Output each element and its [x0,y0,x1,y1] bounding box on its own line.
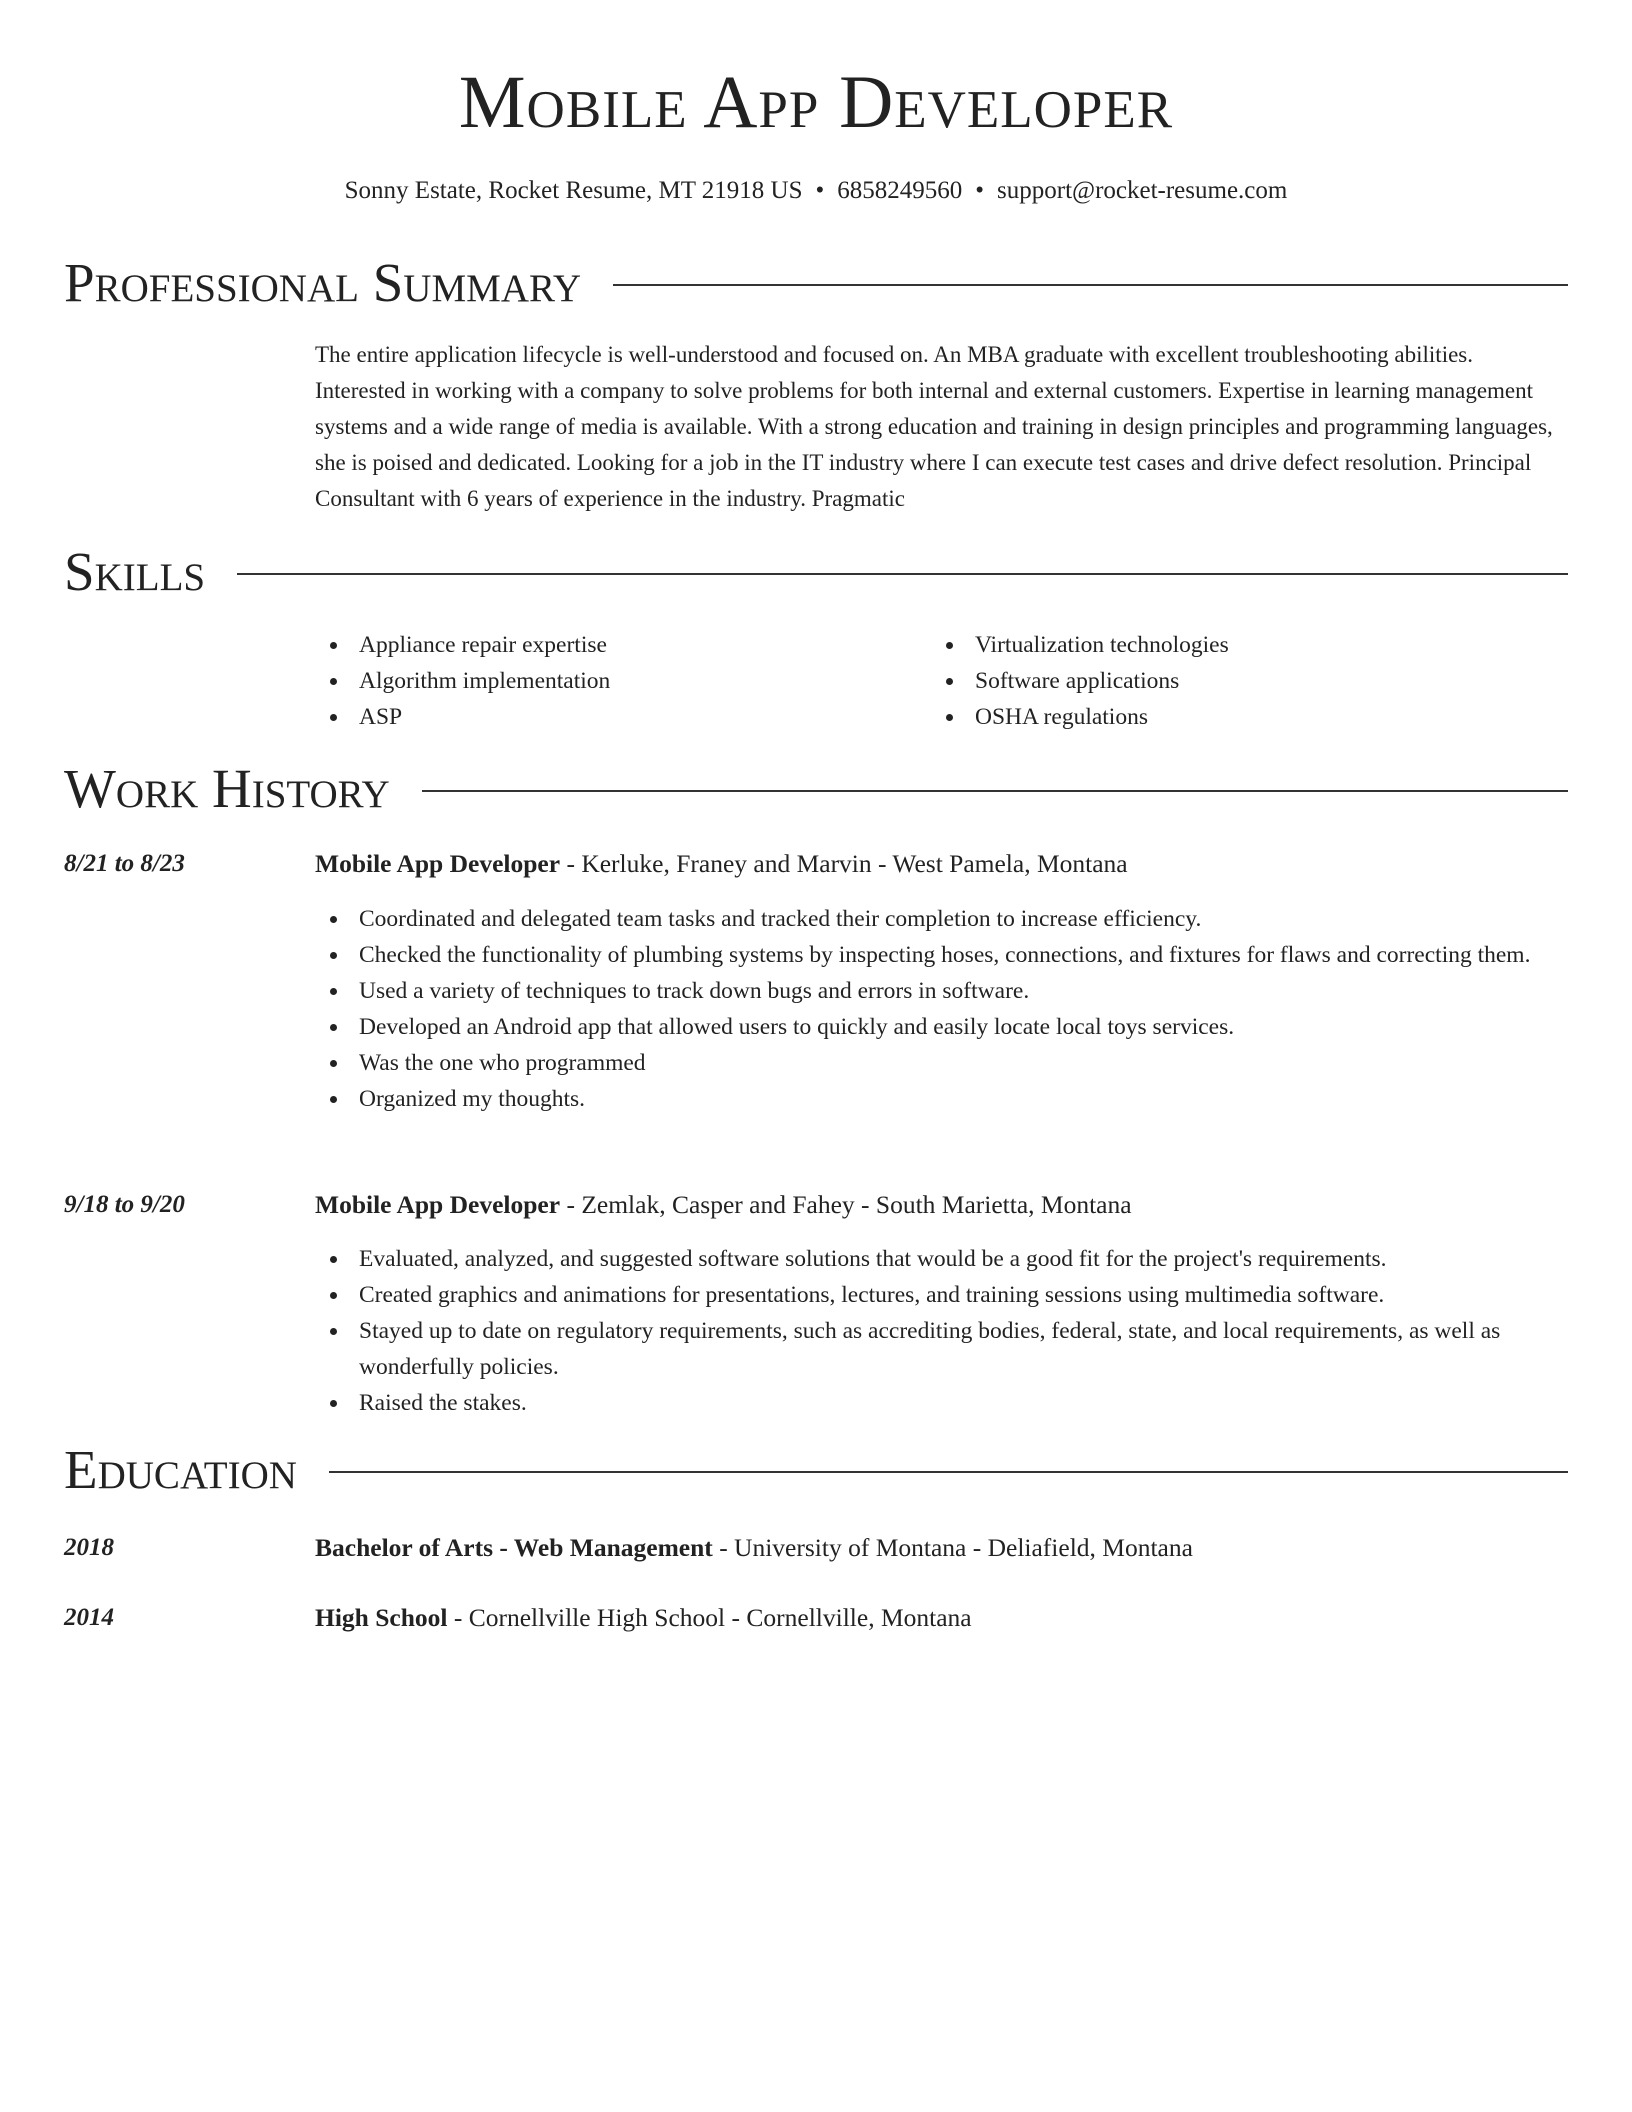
job-bullet: Developed an Android app that allowed users to quickly and easily locate local toys services. [315,1009,1568,1045]
contact-separator: • [975,177,985,204]
job-bullet: Raised the stakes. [315,1385,1568,1421]
summary-text: The entire application lifecycle is well-understood and focused on. An MBA graduate with excellent troubleshooting abilities. Interested in working with a company to solve problems for both internal and external customers. Expertise in learning management systems and a wide range of media is available. With a strong education and training in design principles and programming languages, she is poised and dedicated. Looking for a job in the IT industry where I can execute test cases and drive defect resolution. Principal Consultant with 6 years of experience in the industry. Pragmatic [315,342,1553,511]
contact-separator: • [815,177,825,204]
education-degree: High School [315,1603,448,1632]
section-divider [613,284,1568,286]
job-bullet: Created graphics and animations for presentations, lectures, and training sessions using multimedia software. [315,1277,1568,1313]
education-details: - University of Montana - Deliafield, Montana [712,1533,1193,1562]
section-divider [237,573,1568,575]
job-bullet: Stayed up to date on regulatory requirements, such as accrediting bodies, federal, state, and local requirements, as well as wonderfully policies. [315,1313,1568,1385]
job-bullet: Checked the functionality of plumbing systems by inspecting hoses, connections, and fixtures for flaws and correcting them. [315,937,1568,973]
skill-item: ASP [315,699,875,735]
job-bullet: Coordinated and delegated team tasks and tracked their completion to increase efficiency. [315,901,1568,937]
skill-item: Appliance repair expertise [315,627,875,663]
work-heading: Work History [64,758,390,819]
education-details: - Cornellville High School - Cornellville, Montana [447,1603,972,1632]
education-entry [315,1530,1568,1566]
contact-line [64,174,1568,208]
contact-address: Sonny Estate, Rocket Resume, MT 21918 US [344,177,803,204]
job-bullet: Was the one who programmed [315,1045,1568,1081]
education-section-header [64,1438,1568,1502]
skills-section-header [64,540,1568,604]
skill-item: Algorithm implementation [315,663,875,699]
education-year: 2014 [64,1604,114,1631]
section-divider [329,1471,1568,1473]
job-bullet: Evaluated, analyzed, and suggested software solutions that would be a good fit for the project's requirements. [315,1241,1568,1277]
job-header [315,1187,1568,1223]
contact-phone: 6858249560 [837,177,963,204]
job-title: Mobile App Developer [315,1190,561,1219]
job-details: - Zemlak, Casper and Fahey - South Marietta, Montana [560,1190,1132,1219]
skills-list-left [315,627,875,735]
job-dates: 9/18 to 9/20 [64,1191,185,1218]
education-heading: Education [64,1439,297,1500]
contact-email: support@rocket-resume.com [997,177,1288,204]
resume-title: Mobile App Developer [458,61,1174,144]
job-bullets [315,1241,1568,1421]
work-section-header [64,757,1568,821]
job-header [315,846,1568,882]
job-bullets [315,901,1568,1117]
skills-list-right [931,627,1491,735]
skills-heading: Skills [64,541,206,602]
job-bullet: Organized my thoughts. [315,1081,1568,1117]
skill-item: Software applications [931,663,1491,699]
skill-item: OSHA regulations [931,699,1491,735]
summary-section-header [64,251,1568,315]
job-bullet: Used a variety of techniques to track down bugs and errors in software. [315,973,1568,1009]
section-divider [422,790,1568,792]
summary-heading: Professional Summary [64,252,582,313]
job-details: - Kerluke, Franey and Marvin - West Pamela, Montana [560,849,1128,878]
job-title: Mobile App Developer [315,849,561,878]
job-dates: 8/21 to 8/23 [64,850,185,877]
skill-item: Virtualization technologies [931,627,1491,663]
education-degree: Bachelor of Arts - Web Management [315,1533,713,1562]
education-entry [315,1600,1568,1636]
education-year: 2018 [64,1534,114,1561]
